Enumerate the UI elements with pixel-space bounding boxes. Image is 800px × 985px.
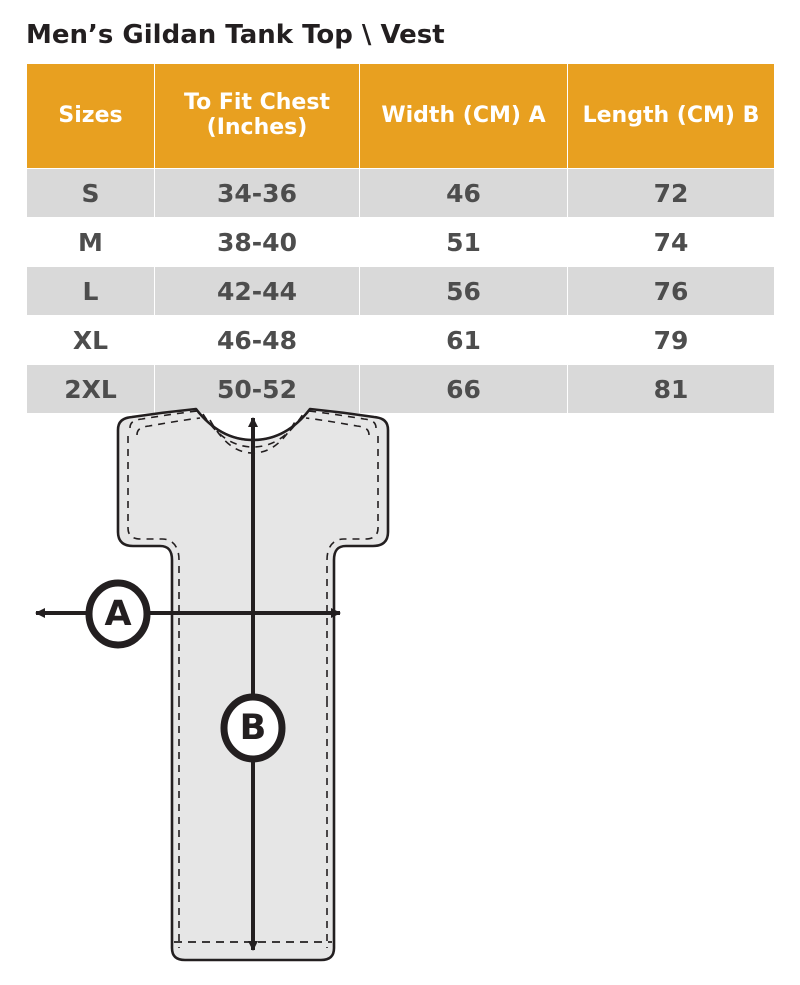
- label-badge-a: [89, 583, 147, 645]
- cell-size: S: [27, 169, 155, 218]
- cell-size: XL: [27, 316, 155, 365]
- page-title: Men’s Gildan Tank Top \ Vest: [26, 20, 445, 50]
- cell-size: M: [27, 218, 155, 267]
- cell-length: 81: [568, 365, 775, 414]
- cell-size: 2XL: [27, 365, 155, 414]
- cell-width: 51: [360, 218, 568, 267]
- column-header-sizes: Sizes: [27, 64, 155, 169]
- table-header-row: [27, 64, 775, 169]
- cell-chest: 46-48: [155, 316, 360, 365]
- garment-diagram: [0, 400, 800, 985]
- column-header-chest: To Fit Chest (Inches): [155, 64, 360, 169]
- cell-width: 66: [360, 365, 568, 414]
- cell-length: 74: [568, 218, 775, 267]
- table-row: [27, 218, 775, 267]
- cell-size: L: [27, 267, 155, 316]
- cell-length: 79: [568, 316, 775, 365]
- size-table: [26, 63, 775, 414]
- cell-chest: 34-36: [155, 169, 360, 218]
- column-header-width: Width (CM) A: [360, 64, 568, 169]
- label-badge-b: [224, 697, 282, 759]
- cell-chest: 42-44: [155, 267, 360, 316]
- cell-width: 61: [360, 316, 568, 365]
- column-header-length: Length (CM) B: [568, 64, 775, 169]
- table-row: [27, 267, 775, 316]
- cell-chest: 50-52: [155, 365, 360, 414]
- table-row: [27, 316, 775, 365]
- label-b-text: B: [239, 708, 267, 748]
- cell-chest: 38-40: [155, 218, 360, 267]
- label-a-text: A: [104, 594, 132, 634]
- cell-length: 76: [568, 267, 775, 316]
- cell-width: 46: [360, 169, 568, 218]
- table-row: [27, 169, 775, 218]
- cell-length: 72: [568, 169, 775, 218]
- cell-width: 56: [360, 267, 568, 316]
